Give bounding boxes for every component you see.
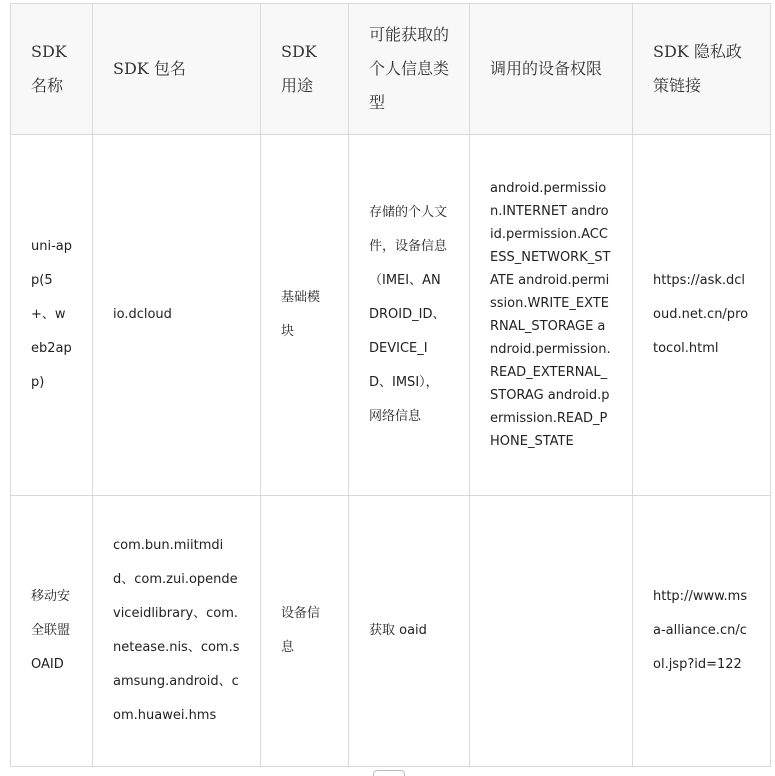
- header-row: [11, 4, 771, 135]
- cell-policy-link[interactable]: http://www.msa-alliance.cn/col.jsp?id=122: [633, 496, 771, 767]
- table-row: [11, 496, 771, 767]
- cell-sdk-package: io.dcloud: [93, 135, 261, 496]
- cell-sdk-purpose: 设备信息: [261, 496, 349, 767]
- cell-info-types: 存储的个人文件，设备信息（IMEI、ANDROID_ID、DEVICE_ID、IMSI），网络信息: [349, 135, 470, 496]
- cell-permissions: android.permission.INTERNET android.permission.ACCESS_NETWORK_STATE android.permission.WRITE_EXTERNAL_STORAGE android.permission.READ_EXTERNAL_STORAG android.permission.READ_PHONE_STATE: [470, 135, 633, 496]
- header-sdk-package: SDK 包名: [93, 4, 261, 135]
- table-header: [11, 4, 771, 135]
- cell-permissions: [470, 496, 633, 767]
- table-row: [11, 135, 771, 496]
- header-permissions: 调用的设备权限: [470, 4, 633, 135]
- header-info-types: 可能获取的个人信息类型: [349, 4, 470, 135]
- cell-policy-link[interactable]: https://ask.dcloud.net.cn/protocol.html: [633, 135, 771, 496]
- cell-sdk-purpose: 基础模块: [261, 135, 349, 496]
- cell-sdk-name: uni-app(5+、web2app): [11, 135, 93, 496]
- cell-sdk-name: 移动安全联盟OAID: [11, 496, 93, 767]
- cell-info-types: 获取 oaid: [349, 496, 470, 767]
- sdk-table: [10, 3, 771, 767]
- cell-sdk-package: com.bun.miitmdid、com.zui.opendeviceidlibrary、com.netease.nis、com.samsung.android、com.huawei.hms: [93, 496, 261, 767]
- header-policy-link: SDK 隐私政策链接: [633, 4, 771, 135]
- scrollbar-thumb[interactable]: [373, 770, 405, 776]
- header-sdk-name: SDK 名称: [11, 4, 93, 135]
- header-sdk-purpose: SDK 用途: [261, 4, 349, 135]
- table-body: [11, 135, 771, 767]
